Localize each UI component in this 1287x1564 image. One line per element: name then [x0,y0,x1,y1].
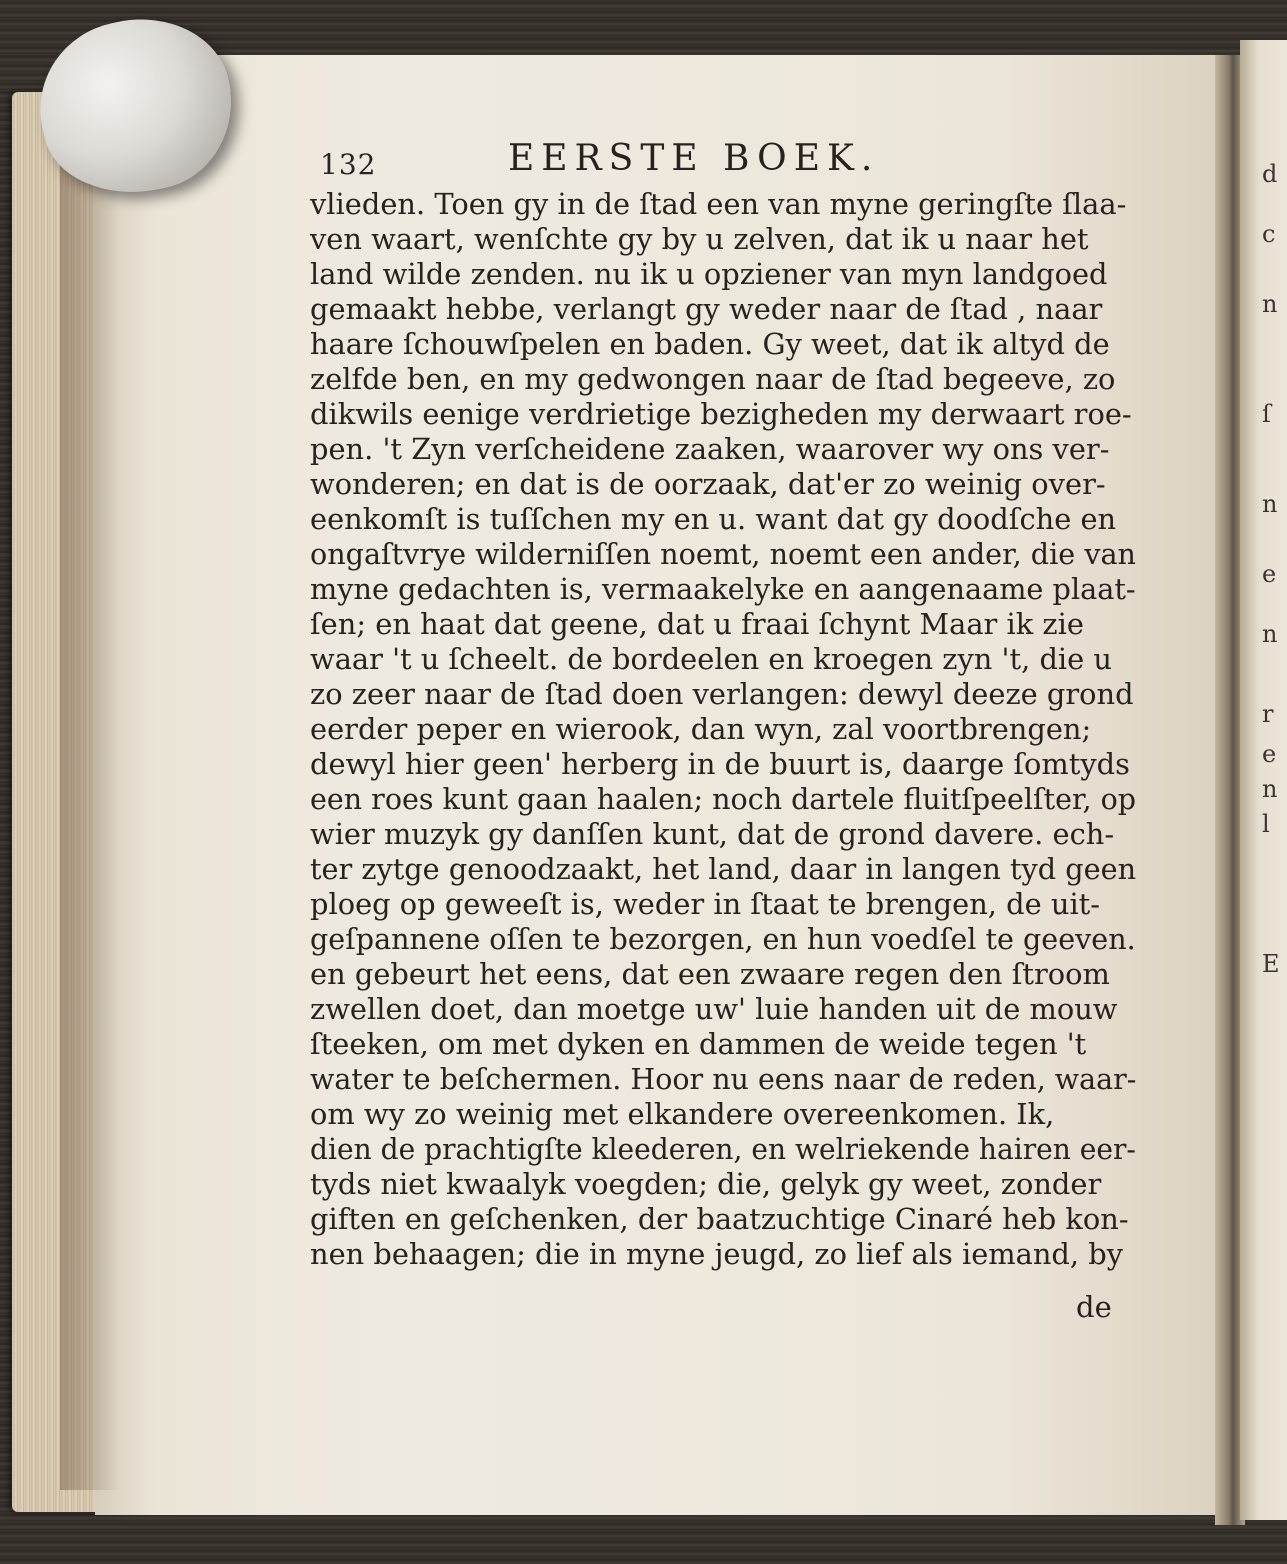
text-line: waar 't u ſcheelt. de bordeelen en kroegen zyn 't, die u [310,642,1112,676]
text-line: ven waart, wenſchte gy by u zelven, dat ik u naar het [310,222,1089,256]
text-line: ter zytge genoodzaakt, het land, daar in langen tyd geen [310,852,1137,886]
text-line: vlieden. Toen gy in de ſtad een van myne geringſte ſlaa- [310,187,1127,221]
text-line: land wilde zenden. nu ik u opziener van myn landgoed [310,257,1108,291]
text-line: ongaſtvrye wilderniſſen noemt, noemt een ander, die van [310,537,1136,571]
fragment-glyph: n [1262,620,1278,648]
text-line: dewyl hier geen' herberg in de buurt is, daarge ſomtyds [310,747,1130,781]
text-line: ploeg op geweeſt is, weder in ſtaat te brengen, de uit- [310,887,1101,921]
text-line: een roes kunt gaan haalen; noch dartele fluitſpeelſter, op [310,782,1136,816]
fragment-glyph: E [1262,950,1280,978]
fragment-glyph: c [1262,220,1276,248]
text-line: gemaakt hebbe, verlangt gy weder naar de ſtad , naar [310,292,1103,326]
right-page-fragments [1262,160,1287,1060]
page-curl-shadow [60,110,120,1490]
fragment-glyph: e [1262,740,1277,768]
fragment-glyph: n [1262,490,1278,518]
text-line: wier muzyk gy danſſen kunt, dat de grond davere. ech- [310,817,1115,851]
text-line: tyds niet kwaalyk voegden; die, gelyk gy weet, zonder [310,1167,1102,1201]
fragment-glyph: n [1262,290,1278,318]
fragment-glyph: r [1262,700,1274,728]
text-line: dien de prachtigſte kleederen, en welriekende hairen eer- [310,1132,1136,1166]
text-line: myne gedachten is, vermaakelyke en aangenaame plaat- [310,572,1136,606]
fragment-glyph: l [1262,810,1270,838]
text-line: om wy zo weinig met elkandere overeenkomen. Ik, [310,1097,1055,1131]
text-line: ſen; en haat dat geene, dat u fraai ſchynt Maar ik zie [310,607,1084,641]
text-line: geſpannene oſſen te bezorgen, en hun voedſel te geeven. [310,922,1136,956]
fragment-glyph: d [1262,160,1278,188]
text-line: giften en geſchenken, der baatzuchtige Cinaré heb kon- [310,1202,1129,1236]
text-line: nen behaagen; die in myne jeugd, zo lief als iemand, by [310,1237,1124,1271]
text-line: haare ſchouwſpelen en baden. Gy weet, dat ik altyd de [310,327,1110,361]
running-head: EERSTE BOEK. [508,138,880,179]
fragment-glyph: n [1262,775,1278,803]
text-line: zo zeer naar de ſtad doen verlangen: dewyl deeze grond [310,677,1134,711]
text-line: zwellen doet, dan moetge uw' luie handen uit de mouw [310,992,1118,1026]
text-line: pen. 't Zyn verſcheidene zaaken, waarover wy ons ver- [310,432,1110,466]
text-line: wonderen; en dat is de oorzaak, dat'er zo weinig over- [310,467,1106,501]
text-line: dikwils eenige verdrietige bezigheden my derwaart roe- [310,397,1132,431]
text-line: eerder peper en wierook, dan wyn, zal voortbrengen; [310,712,1092,746]
text-line: zelfde ben, en my gedwongen naar de ſtad begeeve, zo [310,362,1116,396]
fragment-glyph: ſ [1262,400,1271,428]
text-line: water te beſchermen. Hoor nu eens naar de reden, waar- [310,1062,1137,1096]
text-line: ſteeken, om met dyken en dammen de weide tegen 't [310,1027,1087,1061]
catchword: de [1076,1290,1112,1324]
fragment-glyph: e [1262,560,1277,588]
text-line: en gebeurt het eens, dat een zwaare regen den ſtroom [310,957,1110,991]
page-number: 132 [320,148,377,181]
text-line: eenkomſt is tuſſchen my en u. want dat gy doodſche en [310,502,1117,536]
